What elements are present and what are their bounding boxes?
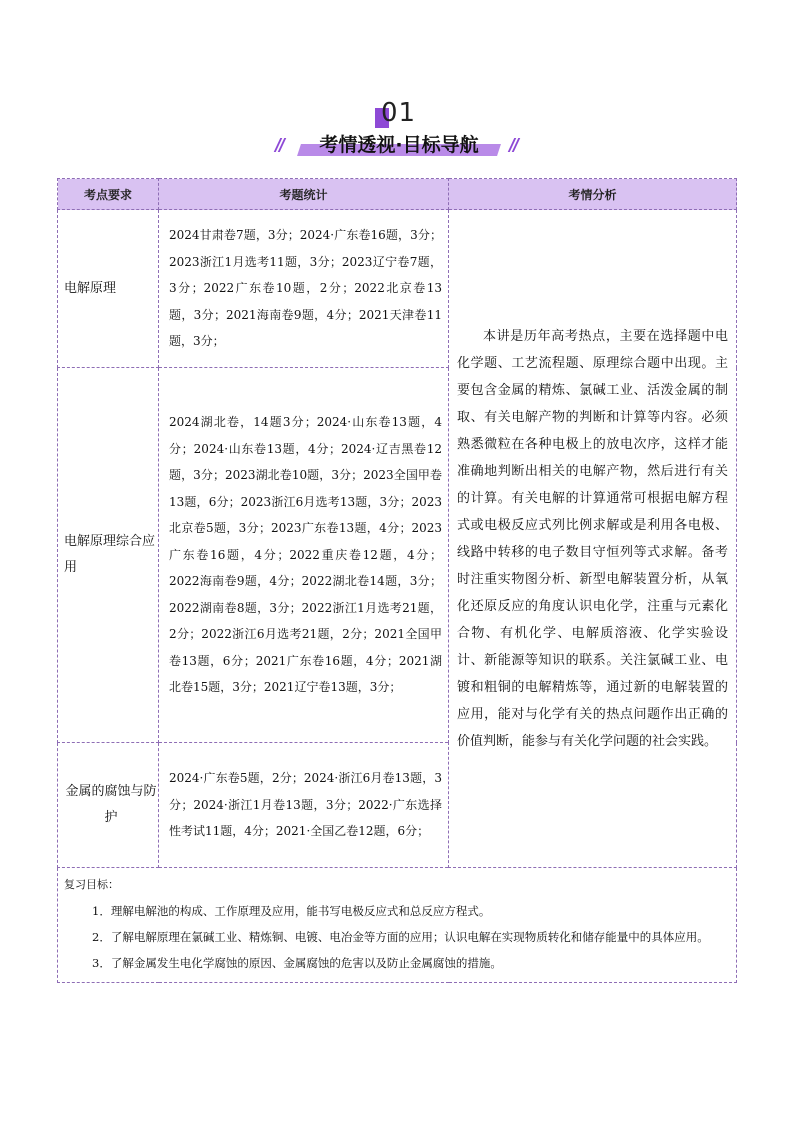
table-header-row xyxy=(58,179,737,210)
analysis-cell xyxy=(449,210,737,868)
goals-row xyxy=(58,868,737,983)
header-stats: 考题统计 xyxy=(159,179,449,210)
exam-analysis-table xyxy=(57,178,737,983)
section-title-wrap xyxy=(283,130,515,158)
goals-title: 复习目标： xyxy=(64,878,119,891)
right-slash-decoration xyxy=(511,138,519,152)
section-number: 01 xyxy=(381,98,417,128)
stats-cell: 2024甘肃卷7题，3分；2024·广东卷16题，3分；2023浙江1月选考11题，3分；2023辽宁卷7题，3分；2022广东卷10题，2分；2022北京卷13题，3分；2021海南卷9题，4分；2021天津卷11题，3分； xyxy=(159,210,449,368)
section-title: 考情透视·目标导航 xyxy=(319,134,479,156)
header-topic: 考点要求 xyxy=(58,179,159,210)
topic-cell: 电解原理综合应用 xyxy=(58,368,159,743)
analysis-text: 本讲是历年高考热点，主要在选择题中电化学题、工艺流程题、原理综合题中出现。主要包含金属的精炼、氯碱工业、活泼金属的制取、有关电解产物的判断和计算等内容。必须熟悉微粒在各种电极上的放电次序，这样才能准确地判断出相关的电解产物，然后进行有关的计算。有关电解的计算通常可根据电解方程式或电极反应式列比例求解或是利用各电极、线路中转移的电子数目守恒列等式求解。备考时注重实物图分析、新型电解装置分析，从氧化还原反应的角度认识电化学，注重与元素化合物、有机化学、电解质溶液、化学实验设计、新能源等知识的联系。关注氯碱工业、电镀和粗铜的电解精炼等，通过新的电解装置的应用，能对与化学有关的热点问题作出正确的价值判断，能参与有关化学问题的社会实践。 xyxy=(457,328,728,749)
table-row xyxy=(58,210,737,368)
goal-item: 2．了解电解原理在氯碱工业、精炼铜、电镀、电冶金等方面的应用；认识电解在实现物质转化和储存能量中的具体应用。 xyxy=(92,930,709,944)
stats-cell: 2024湖北卷，14题3分；2024·山东卷13题，4分；2024·山东卷13题，4分；2024·辽吉黑卷12题，3分；2023湖北卷10题，3分；2023全国甲卷13题，6分；2023浙江6月选考13题，3分；2023北京卷5题，3分；2023广东卷13题，4分；2023广东卷16题，4分；2022重庆卷12题，4分；2022海南卷9题，4分；2022湖北卷14题，3分；2022湖南卷8题，3分；2022浙江1月选考21题，2分；2022浙江6月选考21题，2分；2021全国甲卷13题，6分；2021广东卷16题，4分；2021湖北卷15题，3分；2021辽宁卷13题，3分； xyxy=(159,368,449,743)
goal-item: 1．理解电解池的构成、工作原理及应用，能书写电极反应式和总反应方程式。 xyxy=(92,904,491,918)
header-analysis: 考情分析 xyxy=(449,179,737,210)
review-goals-cell xyxy=(58,868,737,983)
topic-cell: 电解原理 xyxy=(58,210,159,368)
stats-cell: 2024·广东卷5题，2分；2024·浙江6月卷13题，3分；2024·浙江1月卷13题，3分；2022·广东选择性考试11题，4分；2021·全国乙卷12题，6分； xyxy=(159,743,449,868)
topic-cell: 金属的腐蚀与防护 xyxy=(58,743,159,868)
section-header xyxy=(0,96,794,160)
goal-item: 3．了解金属发生电化学腐蚀的原因、金属腐蚀的危害以及防止金属腐蚀的措施。 xyxy=(92,956,502,970)
section-number-badge xyxy=(375,100,421,130)
